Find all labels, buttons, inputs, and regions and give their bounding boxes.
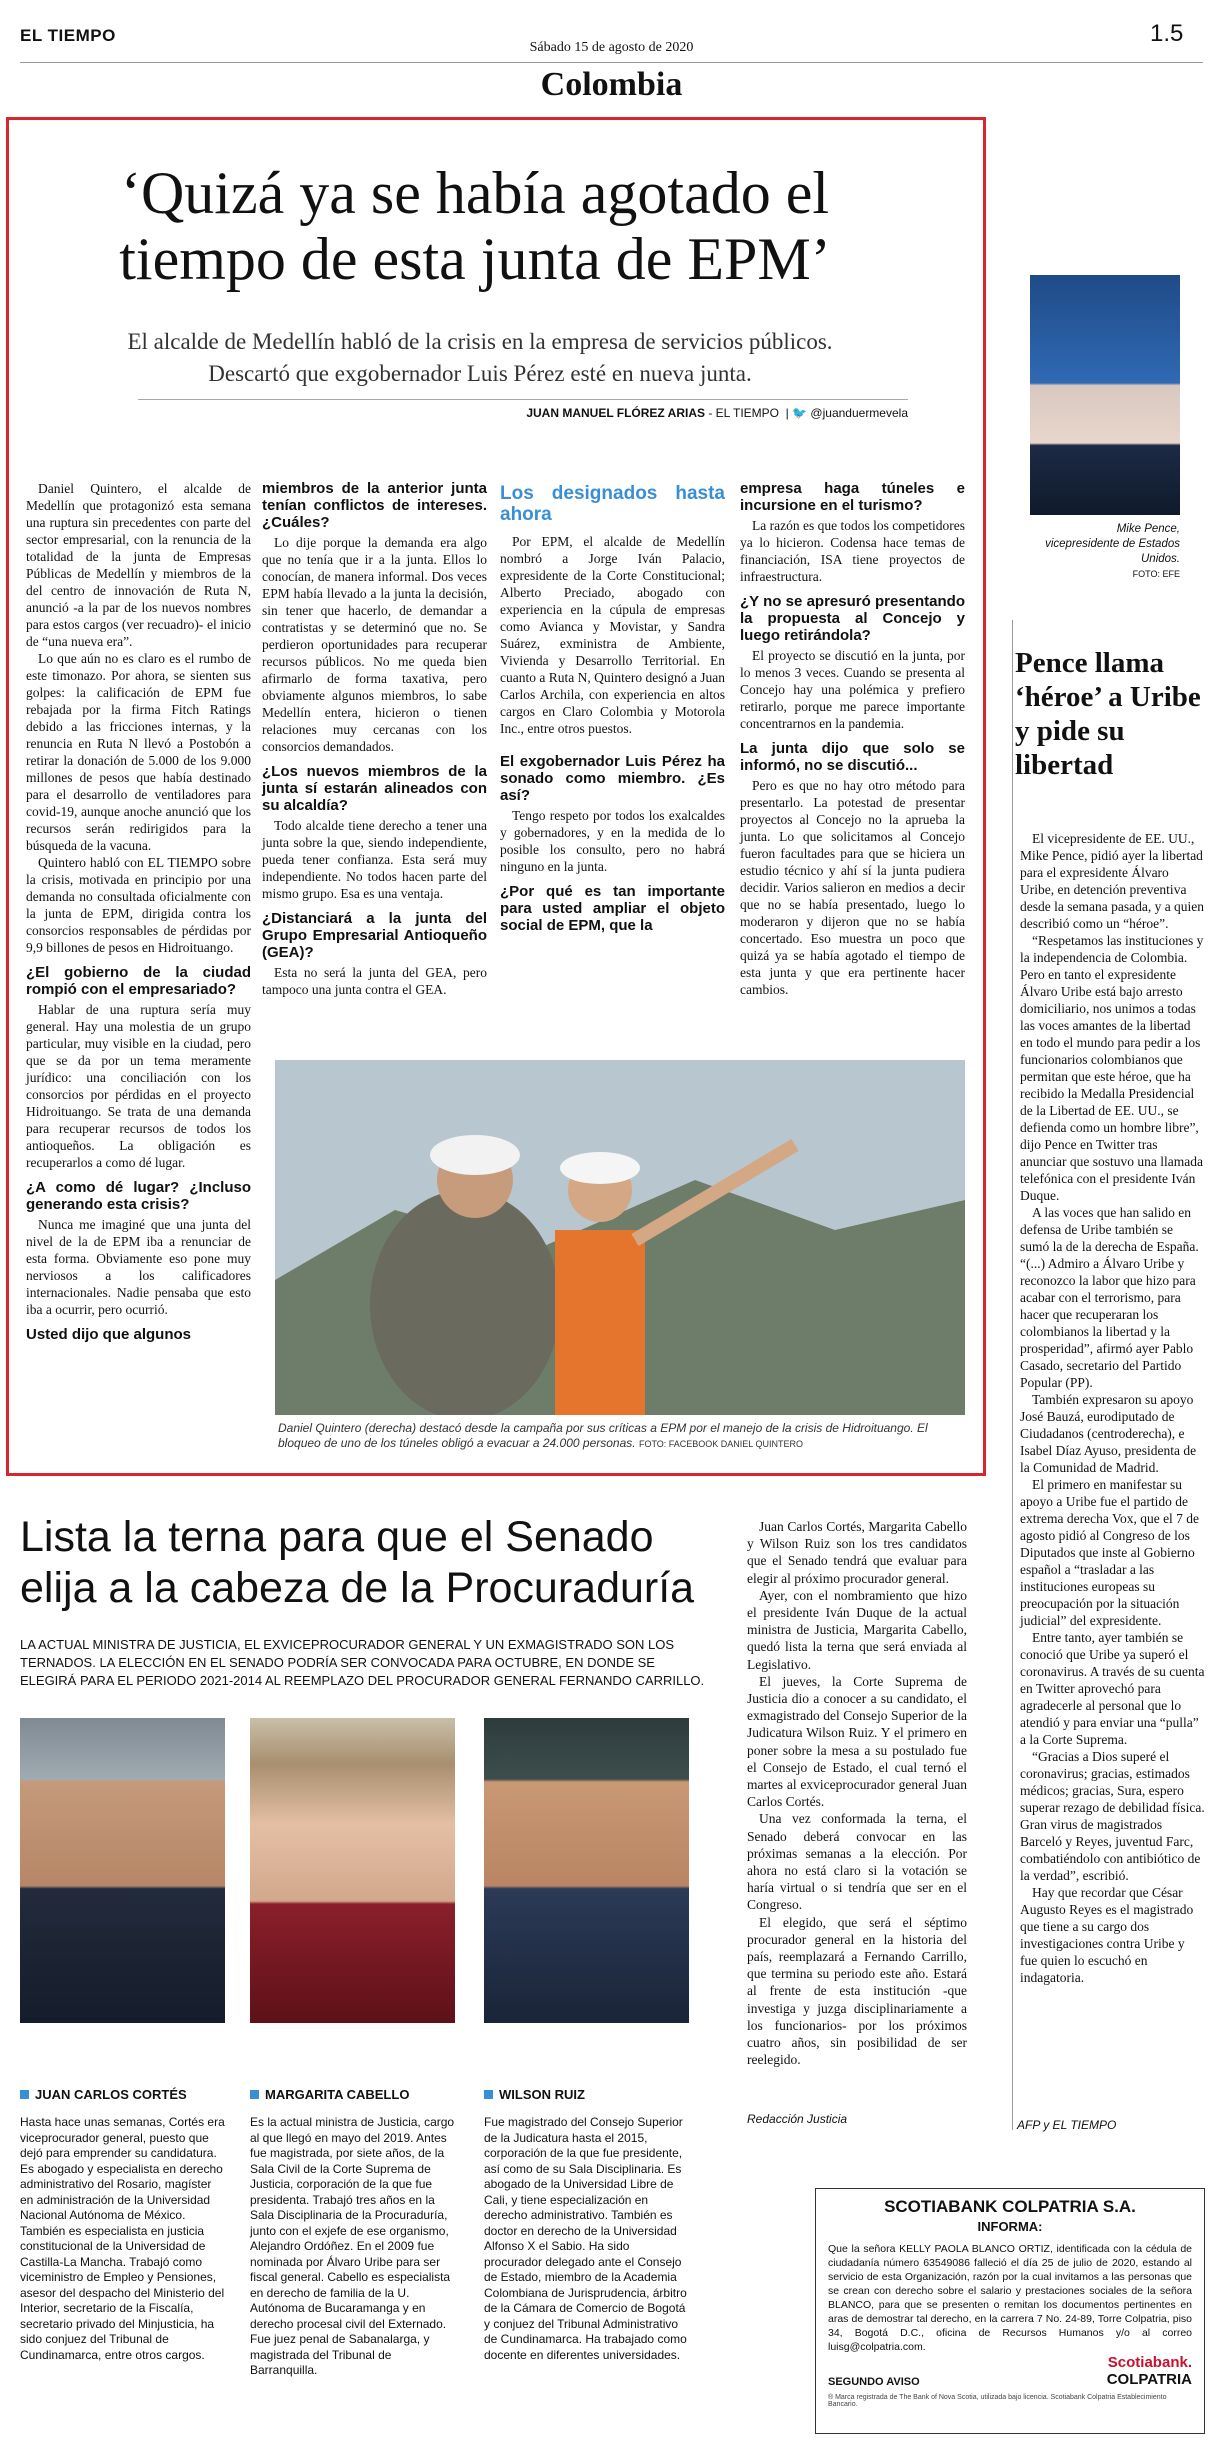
candidate-name (250, 2087, 409, 2102)
notice-subtitle: INFORMA: (977, 2219, 1043, 2234)
paragraph: También expresaron su apoyo José Bauzá, eurodiputado de Ciudadanos (centroderecha), e Isabel Díaz Ayuso, presidenta de la Comunidad de Madrid. (1020, 1392, 1197, 1475)
paragraph: Esta no será la junta del GEA, pero tampoco una junta contra el GEA. (262, 965, 487, 997)
paragraph: Tengo respeto por todos los exalcaldes y gobernadores, y en la medida de lo posible los consulto, pero no habrá ninguno en la junta. (500, 808, 725, 874)
paragraph: Lo dije porque la demanda era algo que no tenía que ir a la junta. Ellos lo conocían, de manera informal. Dos veces EPM había llevado a la junta la decisión, sin tener que hacerlo, de demandar a contratistas y se determinó que no. Se perdieron oportunidades para recuperar recursos públicos. No me queda bien afirmarlo de forma taxativa, pero obviamente algunos miembros, lo sabe Medellín entera, hicieron o tienen relaciones muy cercanas con los consorcios demandados. (262, 535, 487, 754)
candidate-bio: Fue magistrado del Consejo Superior de la Judicatura hasta el 2015, corporación de la que fue presidente, así como de su Sala Disciplinaria. Es abogado de la Universidad Libre de Cali, y tiene especialización en derecho administrativo. También es doctor en derecho de la Universidad Alfonso X el Sabio. Ha sido procurador delegado ante el Consejo de Estado, miembro de la Academia Colombiana de Jurisprudencia, árbitro de la Cámara de Comercio de Bogotá y conjuez del Tribunal Administrativo de Cundinamarca. Ha trabajado como docente en diferentes universidades. (484, 2115, 687, 2362)
lead-column-2 (262, 480, 487, 998)
paragraph: Pero es que no hay otro método para presentarlo. La potestad de presentar proyectos al Concejo no la aprueba la junta. Lo que solicitamos al Concejo fueron facultades para que se hiciera un estudio técnico y ahí sí la junta pudiera decidir. Varios salieron en medios a decir que no se había presentado, luego lo moderaron y dijeron que no se había concertado. Eso muestra un poco que quizá ya se había agotado el tiempo de esta junta y que era pertinente hacer cambios. (740, 778, 965, 997)
sidebar-title: Los designados hasta ahora (500, 483, 725, 525)
colpatria-logo: COLPATRIA (1106, 2371, 1192, 2388)
caption-name: Mike Pence, (1116, 523, 1180, 535)
pence-headline: Pence llama ‘héroe’ a Uribe y pide su libertad (1015, 647, 1201, 781)
notice-body: Que la señora KELLY PAOLA BLANCO ORTIZ, identificada con la cédula de ciudadanía número 63549086 falleció el día 25 de julio de 2020, estando al servicio de esta Organización, razón por la cual invitamos a las personas que se crean con derecho sobre el salario y prestaciones sociales de la señora BLANCO, para que se presenten o remitan los documentos pertinentes en aras de demostrar tal derecho, en la carrera 7 No. 24-89, Torre Colpatria, piso 34, Bogotá D.C., oficina de Recursos Humanos y/o al correo luisg@colpatria.com. (828, 2243, 1192, 2353)
caption-source: FOTO: EFE (1132, 569, 1180, 579)
paragraph: Hay que recordar que César Augusto Reyes es el magistrado que tiene a su cargo dos investigaciones contra Uribe y fue quien lo escuchó en indagatoria. (1020, 1885, 1194, 1985)
paragraph: Ayer, con el nombramiento que hizo el presidente Iván Duque de la actual ministra de Justicia, Margarita Cabello, quedó lista la terna que será enviada al Legislativo. (747, 1587, 967, 1672)
scotiabank-logo: Scotiabank. (1107, 2354, 1192, 2371)
lead-column-3 (500, 483, 725, 937)
notice-logos (1107, 2354, 1192, 2388)
candidate-name (484, 2087, 585, 2102)
paragraph: Una vez conformada la terna, el Senado deberá convocar en las próximas semanas a la elección. Por ahora no está claro si la votación se haría virtual o si tendría que ser en el Congreso. (747, 1811, 967, 1913)
paragraph: Hablar de una ruptura sería muy general. Hay una molestia de un grupo particular, muy visible en la ciudad, pero que se da por un tema meramente jurídico: una conciliación con los consorcios por pérdidas en el proyecto Hidroituango. Se trata de una demanda para recuperar recursos de todos los antioqueños. La obligación es recuperarlos a como dé lugar. (26, 1002, 251, 1170)
square-bullet-icon (250, 2090, 259, 2099)
legal-notice (815, 2188, 1205, 2434)
pence-credit: AFP y EL TIEMPO (1017, 2118, 1117, 2132)
lead-column-4 (740, 480, 965, 998)
pence-body (1020, 830, 1205, 1986)
paragraph: A las voces que han salido en defensa de Uribe también se sumó la de la derecha de España. “(...) Admiro a Álvaro Uribe y reconozco la labor que hizo para acabar con el terrorismo, para hacer que recuperaran los colombianos la libertad y la prosperidad”, afirmó ayer Pablo Casado, secretario del Partido Popular (PP). (1020, 1205, 1199, 1390)
paragraph: “Respetamos las instituciones y la independencia de Colombia. Pero en tanto el expresidente Álvaro Uribe está bajo arresto domiciliario, nos unimos a todas las voces amantes de la libertad en todo el mundo para pedir a los funcionarios colombianos que permitan que este héroe, que ha recibido la Medalla Presidencial de la Libertad de EE. UU., se defienda como un hombre libre”, dijo Pence en Twitter tras anunciar que sostuvo una llamada telefónica con el presidente Iván Duque. (1020, 933, 1204, 1203)
terna-dek: LA ACTUAL MINISTRA DE JUSTICIA, EL EXVICEPROCURADOR GENERAL Y UN EXMAGISTRADO SON LOS TERNADOS. LA ELECCIÓN EN EL SENADO PODRÍA SER CONVOCADA PARA OCTUBRE, EN DONDE SE ELEGIRÁ PARA EL PERIODO 2021-2014 AL REEMPLAZO DEL PROCURADOR GENERAL FERNANDO CARRILLO. (20, 1637, 705, 1688)
paragraph: “Gracias a Dios superé el coronavirus; gracias, estimados médicos; gracias, Sura, espero superar rezago de debilidad física. Gran virus de magistrados Barceló y Reyes, juventud Farc, combatiéndolo con antibiótico de la verdad”, escribió. (1020, 1749, 1205, 1883)
sidebar-text: Por EPM, el alcalde de Medellín nombró a Jorge Iván Palacio, expresidente de la Corte Constitucional; Alberto Preciado, abogado con experiencia en la cúpula de empresas como Avianca y Movistar, y Sandra Suárez, exministra de Ambiente, Vivienda y Desarrollo Territorial. En cuanto a Ruta N, Quintero designó a Juan Carlos Archila, con experiencia en altos cargos en Claro Colombia y Motorola Inc., entre otros puestos. (500, 534, 725, 736)
square-bullet-icon (484, 2090, 493, 2099)
question: ¿Distanciará a la junta del Grupo Empresarial Antioqueño (GEA)? (262, 910, 487, 961)
paragraph: Entre tanto, ayer también se conoció que Uribe ya superó el coronavirus. A través de su cuenta en Twitter aprovechó para agradecerle al personal que lo atendió y para enviar una “pulla” a la Corte Suprema. (1020, 1630, 1205, 1747)
masthead-rule (20, 62, 1203, 63)
question: Usted dijo que algunos (26, 1326, 192, 1343)
notice-title: SCOTIABANK COLPATRIA S.A. (884, 2197, 1136, 2216)
question: La junta dijo que solo se informó, no se discutió... (740, 740, 965, 774)
candidate-name-text: MARGARITA CABELLO (265, 2087, 410, 2102)
candidate-bio: Hasta hace unas semanas, Cortés era viceprocurador general, puesto que dejó para emprender su candidatura. Es abogado y especialista en derecho administrativo del Rosario, magíster en administración de la Universidad Nacional Autónoma de México. También es especialista en justicia constitucional de la Universidad de Castilla-La Mancha. Trabajó como viceministro de Empleo y Pensiones, asesor del despacho del Ministerio del Interior, secretario de la Fiscalía, secretario privado del Minjusticia, ha sido conjuez del Tribunal de Cundinamarca, entre otros cargos. (20, 2115, 225, 2362)
issue-date: Sábado 15 de agosto de 2020 (529, 40, 694, 55)
paragraph: Daniel Quintero, el alcalde de Medellín que protagonizó esta semana una ruptura sin precedentes con parte del sector empresarial, con la renuncia de la totalidad de la junta de Empresas Públicas de Medellín y miembros de la del centro de innovación de Ruta N, anunció -a la par de los nuevos nombres para estos cargos (ver recuadro)- el inicio de “una nueva era”. (26, 481, 251, 649)
section-title: Colombia (540, 66, 683, 103)
question: El exgobernador Luis Pérez ha sonado como miembro. ¿Es así? (500, 753, 725, 804)
newspaper-name: EL TIEMPO (20, 26, 116, 45)
page-number: 1.5 (1150, 20, 1184, 47)
lead-headline: ‘Quizá ya se había agotado el tiempo de esta junta de EPM’ (119, 160, 831, 292)
lead-photo-illustration (275, 1060, 965, 1415)
terna-credit: Redacción Justicia (747, 2112, 848, 2126)
paragraph: El vicepresidente de EE. UU., Mike Pence, pidió ayer la libertad para el expresidente Álvaro Uribe, en detención preventiva desde la semana pasada, y a quien describió como un “héroe”. (1020, 831, 1205, 931)
notice-aviso: SEGUNDO AVISO (828, 2376, 920, 2388)
paragraph: Todo alcalde tiene derecho a tener una junta sobre la que, siendo independiente, pueda tener confianza. Esta será muy independiente. No todos hacen parte del mismo grupo. Esa es una ventaja. (262, 818, 487, 901)
question: ¿A como dé lugar? ¿Incluso generando esta crisis? (26, 1179, 251, 1213)
question: ¿Los nuevos miembros de la junta sí estarán alineados con su alcaldía? (262, 763, 487, 814)
paragraph: El proyecto se discutió en la junta, por lo menos 3 veces. Cuando se presenta al Concejo hay una polémica y prefiero retirarlo, porque me parece importante concentrarnos en la pandemia. (740, 648, 965, 731)
candidate-name-text: JUAN CARLOS CORTÉS (35, 2087, 187, 2102)
twitter-icon: 🐦 (792, 406, 808, 420)
byline: JUAN MANUEL FLÓREZ ARIAS - EL TIEMPO | 🐦 @juanduermevela (138, 399, 908, 420)
paragraph: El jueves, la Corte Suprema de Justicia dio a conocer a su candidato, el exmagistrado del Consejo Superior de la Judicatura Wilson Ruiz. Y el primero en poner sobre la mesa a su postulado fue el Consejo de Estado, el cual ternó el martes al exviceprocurador general Juan Carlos Cortés. (747, 1673, 967, 1810)
terna-body (747, 1518, 967, 2069)
caption-source: FOTO: FACEBOOK DANIEL QUINTERO (638, 1439, 803, 1449)
lead-dek: El alcalde de Medellín habló de la crisis en la empresa de servicios públicos. Descartó que exgobernador Luis Pérez esté en nueva junta. (127, 329, 833, 386)
paragraph: Lo que aún no es claro es el rumbo de este timonazo. Por ahora, se sienten sus golpes: la calificación de EPM fue rebajada por la firma Fitch Ratings debido a las fricciones internas, y la renuncia en Ruta N llevó a Postobón a retirar la donación de 5.000 de los 9.000 millones de pesos que había destinado para el desarrollo de ventiladores para covid-19, aunque anoche anunció que los recursos serán redirigidos para la búsqueda de la vacuna. (26, 651, 251, 853)
candidate-photo (250, 1718, 455, 2023)
question: miembros de la anterior junta tenían conflictos de intereses. ¿Cuáles? (262, 480, 487, 531)
paragraph: Quintero habló con EL TIEMPO sobre la crisis, motivada en principio por una demanda no consultada oficialmente con la junta de EPM, dirigida contra los consorcios responsables de pérdidas por 9,9 billones de pesos en Hidroituango. (26, 855, 251, 955)
byline-author: JUAN MANUEL FLÓREZ ARIAS (526, 406, 705, 420)
pence-caption (1030, 522, 1180, 582)
terna-headline: Lista la terna para que el Senado elija a la cabeza de la Procuraduría (20, 1513, 695, 1612)
question: ¿Por qué es tan importante para usted ampliar el objeto social de EPM, que la (500, 883, 725, 934)
pence-photo (1030, 275, 1180, 515)
byline-handle: @juanduermevela (810, 406, 908, 420)
question: ¿Y no se apresuró presentando la propuesta al Concejo y luego retirándola? (740, 593, 965, 644)
lead-column-1 (26, 480, 251, 1346)
lead-photo (275, 1060, 965, 1415)
byline-paper: - EL TIEMPO (704, 406, 779, 420)
square-bullet-icon (20, 2090, 29, 2099)
paragraph: Nunca me imaginé que una junta del nivel de la de EPM iba a renunciar de esta forma. Obviamente eso pone muy nerviosos a los calificadores internacionales. Nadie pensaba que esto iba a ocurrir, pero ocurrió. (26, 1217, 251, 1317)
candidate-name (20, 2087, 187, 2102)
column-divider (1012, 620, 1014, 2130)
paragraph: El primero en manifestar su apoyo a Uribe fue el partido de extrema derecha Vox, que el 7 de agosto pidió al Congreso de los Diputados que inste al Gobierno español a “trasladar a las instituciones europeas su preocupación por la situación judicial” del expresidente. (1020, 1477, 1200, 1628)
candidate-photo (484, 1718, 689, 2023)
paragraph: La razón es que todos los competidores ya lo hicieron. Codensa hace temas de financiación, ISA tiene proyectos de infraestructura. (740, 518, 965, 584)
candidate-photo (20, 1718, 225, 2023)
paragraph: Juan Carlos Cortés, Margarita Cabello y Wilson Ruiz son los tres candidatos que el Senado tendrá que evaluar para elegir al próximo procurador general. (747, 1519, 967, 1586)
question: empresa haga túneles e incursione en el turismo? (740, 480, 965, 514)
candidate-name-text: WILSON RUIZ (499, 2087, 585, 2102)
caption-role: vicepresidente de Estados Unidos. (1045, 538, 1180, 565)
lead-photo-caption (278, 1421, 958, 1452)
paragraph: El elegido, que será el séptimo procurador general en la historia del país, reemplazará a Fernando Carrillo, que termina su periodo este año. Estará al frente de esta institución -que investiga y juzga disciplinariamente a los funcionarios- por los próximos cuatro años, sin posibilidad de ser reelegido. (747, 1914, 967, 2068)
caption-text: Daniel Quintero (derecha) destacó desde la campaña por sus críticas a EPM por el manejo de la crisis de Hidroituango. El bloqueo de uno de los túneles obligó a evacuar a 24.000 personas. (278, 1421, 928, 1450)
candidate-bio: Es la actual ministra de Justicia, cargo al que llegó en mayo del 2019. Antes fue magistrada, por siete años, de la Sala Civil de la Corte Suprema de Justicia, corporación de la que fue presidenta. Trabajó tres años en la Sala Disciplinaria de la Procuraduría, junto con el exjefe de ese organismo, Alejandro Ordóñez. En el 2009 fue nominada por Álvaro Uribe para ser fiscal general. Cabello es especialista en derecho de familia de la U. Autónoma de Bucaramanga y en derecho procesal civil del Externado. Fue juez penal de Sabanalarga, y magistrada del Tribunal de Barranquilla. (250, 2115, 455, 2377)
notice-footer: ® Marca registrada de The Bank of Nova Scotia, utilizada bajo licencia. Scotiabank Colpatria Establecimiento Bancario. (828, 2394, 1167, 2408)
question: ¿El gobierno de la ciudad rompió con el empresariado? (26, 964, 251, 998)
